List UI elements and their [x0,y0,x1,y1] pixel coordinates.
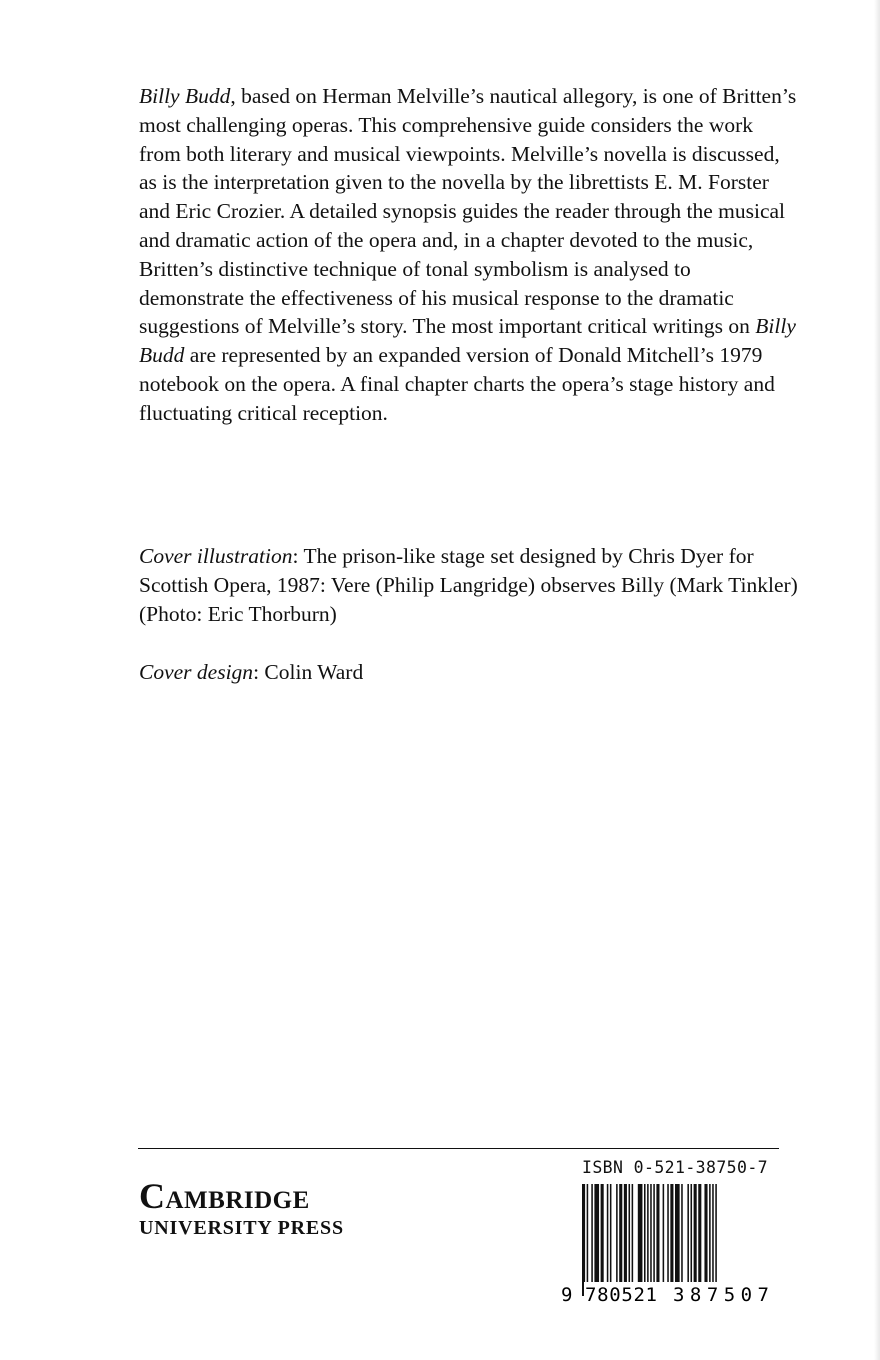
barcode-bar [591,1184,593,1282]
barcode-bar [629,1184,631,1282]
barcode-bar [632,1184,634,1282]
barcode-bar [687,1184,689,1282]
barcode-bar [601,1184,604,1282]
blurb-title-2: Billy Budd [139,314,796,368]
barcode-bar [647,1184,649,1296]
blurb-paragraph [139,82,799,428]
cover-design-credit [139,658,799,687]
barcode-bar [704,1184,707,1282]
barcode-bar [712,1184,714,1296]
isbn-label: ISBN 0-521-38750-7 [582,1158,769,1177]
barcode-bar [715,1184,717,1296]
blurb-title: Billy Budd [139,84,231,108]
barcode-bar [582,1184,585,1296]
barcode-bar [667,1184,669,1282]
footer-rule [138,1148,779,1149]
barcode-bar [694,1184,697,1282]
barcode-digit-prefix: 9 [561,1284,573,1304]
barcode-bar [607,1184,609,1282]
cover-design-text: : Colin Ward [253,660,364,684]
barcode-digits-left: 780521 [585,1284,657,1304]
barcode-bar [610,1184,612,1282]
blurb-text-1: , based on Herman Melville’s nautical allegory, is one of Britten’s most challenging operas. This comprehensive guide considers the work from both literary and musical viewpoints. Melville’s novella is discussed, as is the interpretation given to the novella by the librettists E. M. Forster and Eric Crozier. A detailed synopsis guides the reader through the musical and dramatic action of the opera and, in a chapter devoted to the music, Britten’s distinctive technique of tonal symbolism is analysed to demonstrate the effectiveness of his musical response to the dramatic suggestions of Melville’s story. The most important critical writings on [139,84,797,339]
barcode-bar [650,1184,652,1296]
barcode-bar [587,1184,589,1296]
barcode-bar [698,1184,701,1282]
barcode [560,1184,785,1304]
barcode-bars [582,1184,717,1296]
cover-illustration-text: : The prison-like stage set designed by Chris Dyer for Scottish Opera, 1987: Vere (Philip Langridge) observes Billy (Mark Tinkler) (Photo: Eric Thorburn) [139,544,798,626]
page-edge-shadow [874,0,880,1360]
barcode-digits-right: 387507 [673,1284,769,1304]
cover-illustration-credit [139,542,799,628]
cover-illustration-label: Cover illustration [139,544,293,568]
barcode-bar [670,1184,673,1282]
barcode-bar [656,1184,659,1282]
publisher-subname: UNIVERSITY PRESS [139,1217,344,1239]
barcode-bar [616,1184,618,1282]
barcode-bar [681,1184,683,1282]
publisher-name: Cambridge [139,1176,310,1216]
barcode-bar [619,1184,622,1282]
barcode-bar [624,1184,627,1282]
cover-design-label: Cover design [139,660,254,684]
barcode-bar [653,1184,655,1282]
blurb-text-2: are represented by an expanded version of Donald Mitchell’s 1979 notebook on the opera. A final chapter charts the opera’s stage history and fluctuating critical reception. [139,343,775,425]
publisher-logo [139,1176,419,1240]
barcode-bar [638,1184,643,1282]
barcode-bar [675,1184,680,1282]
barcode-bar [691,1184,693,1282]
barcode-bar [594,1184,599,1282]
barcode-bar [709,1184,711,1282]
barcode-bar [644,1184,646,1282]
barcode-bar [663,1184,665,1282]
